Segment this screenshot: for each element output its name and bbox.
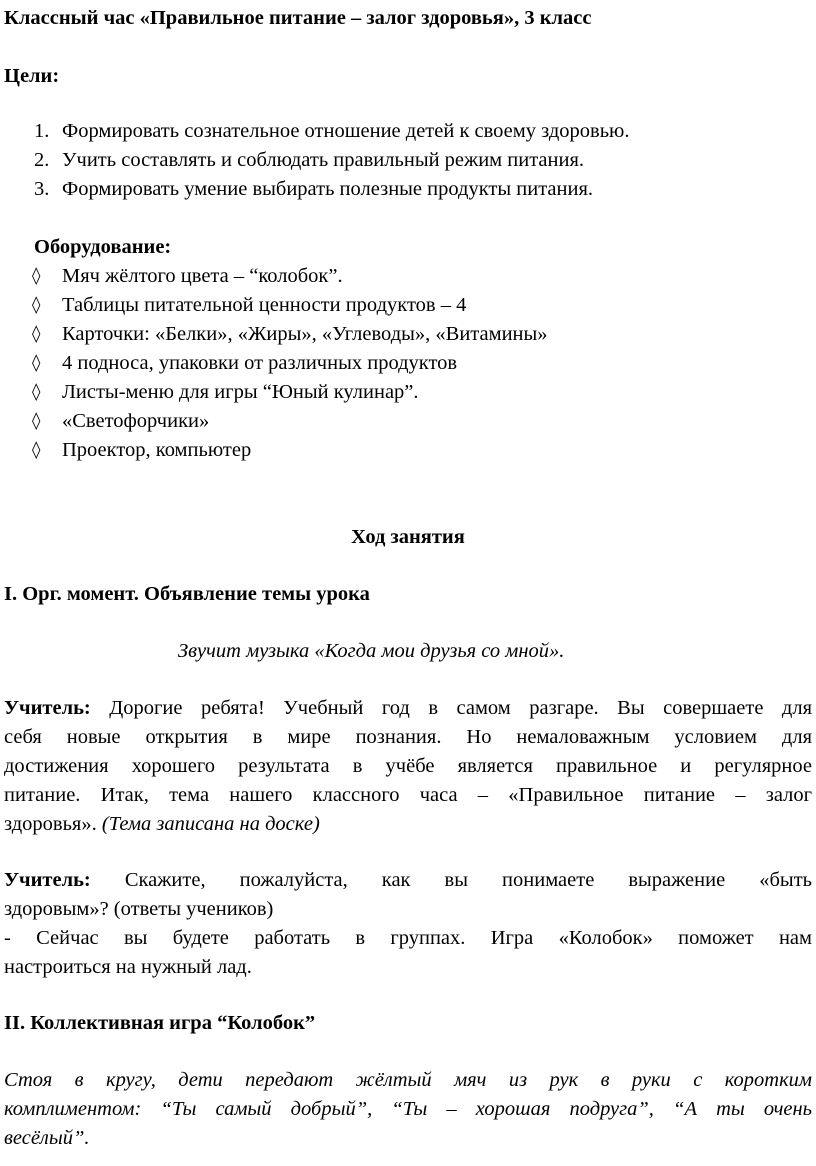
- section1-heading: I. Орг. момент. Объявление темы урока: [4, 583, 370, 605]
- diamond-bullet-icon: ◊: [32, 324, 41, 344]
- list-item-text: 4 подноса, упаковки от различных продуктов: [62, 352, 458, 374]
- diamond-bullet-icon: ◊: [32, 295, 41, 315]
- paragraph-line: настроиться на нужный лад.: [4, 956, 252, 978]
- section2-heading: II. Коллективная игра “Колобок”: [4, 1012, 316, 1034]
- diamond-bullet-icon: ◊: [32, 266, 41, 286]
- list-item-text: «Светофорчики»: [62, 410, 210, 432]
- paragraph-line: весёлый”.: [4, 1127, 90, 1149]
- speaker-label: Учитель:: [4, 697, 91, 719]
- diamond-bullet-icon: ◊: [32, 440, 41, 460]
- lesson-heading: Ход занятия: [351, 526, 465, 548]
- list-item-text: Формировать умение выбирать полезные продукты питания.: [62, 178, 594, 200]
- equipment-heading: Оборудование:: [34, 236, 172, 258]
- diamond-bullet-icon: ◊: [32, 411, 41, 431]
- paragraph-line: здоровым»? (ответы учеников): [4, 898, 274, 920]
- paragraph-line: [4, 866, 812, 895]
- list-item-text: Учить составлять и соблюдать правильный режим питания.: [62, 149, 585, 171]
- list-number: 3.: [34, 178, 50, 200]
- paragraph-text: здоровья».: [4, 813, 102, 835]
- paragraph-line: достижения хорошего результата в учёбе является правильное и регулярное: [4, 755, 812, 777]
- paragraph-line: питание. Итак, тема нашего классного часа – «Правильное питание – залог: [4, 784, 812, 806]
- paragraph-line: [4, 810, 320, 839]
- diamond-bullet-icon: ◊: [32, 353, 41, 373]
- list-number: 2.: [34, 149, 50, 171]
- paragraph-line: [4, 694, 812, 723]
- music-note: Звучит музыка «Когда мои друзья со мной».: [178, 640, 565, 662]
- diamond-bullet-icon: ◊: [32, 382, 41, 402]
- list-item-text: Листы-меню для игры “Юный кулинар”.: [62, 381, 419, 403]
- speaker-label: Учитель:: [4, 869, 91, 891]
- list-item-text: Мяч жёлтого цвета – “колобок”.: [62, 265, 343, 287]
- list-item-text: Таблицы питательной ценности продуктов – 4: [62, 294, 467, 316]
- list-item-text: Карточки: «Белки», «Жиры», «Углеводы», «Витамины»: [62, 323, 548, 345]
- paragraph-line: комплиментом: “Ты самый добрый”, “Ты – хорошая подруга”, “А ты очень: [4, 1098, 812, 1120]
- board-note: (Тема записана на доске): [101, 813, 320, 835]
- paragraph-line: Стоя в кругу, дети передают жёлтый мяч из рук в руки с коротким: [4, 1069, 812, 1091]
- list-number: 1.: [34, 120, 50, 142]
- paragraph-line: - Сейчас вы будете работать в группах. Игра «Колобок» поможет нам: [4, 927, 812, 949]
- paragraph-text: Дорогие ребята! Учебный год в самом разгаре. Вы совершаете для: [109, 697, 813, 719]
- list-item-text: Формировать сознательное отношение детей к своему здоровью.: [62, 120, 630, 142]
- list-item-text: Проектор, компьютер: [62, 439, 252, 461]
- paragraph-text: Скажите, пожалуйста, как вы понимаете выражение «быть: [124, 869, 813, 891]
- goals-heading: Цели:: [4, 65, 60, 87]
- paragraph-line: себя новые открытия в мире познания. Но немаловажным условием для: [4, 726, 812, 748]
- document-title: Классный час «Правильное питание – залог здоровья», 3 класс: [4, 7, 592, 29]
